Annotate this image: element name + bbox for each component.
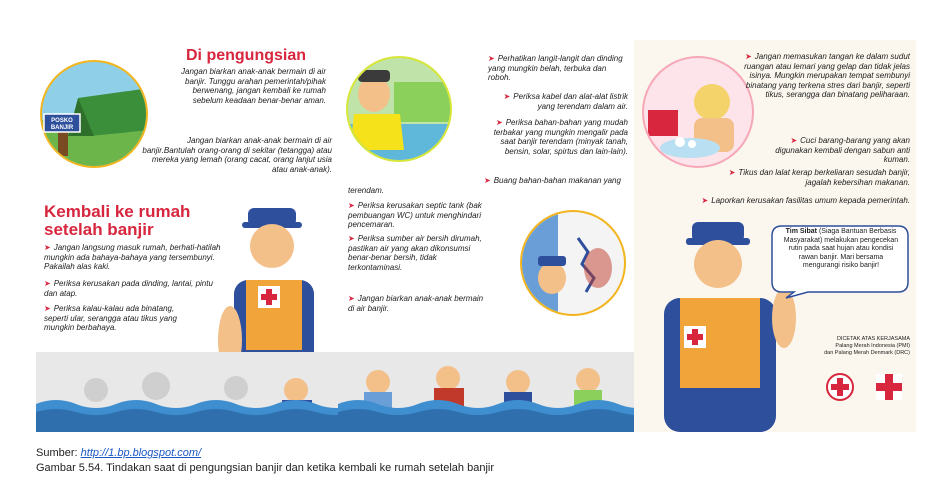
ceiling-check-illustration (344, 54, 454, 164)
washing-items-illustration (640, 54, 756, 170)
panel-home-checks (338, 40, 634, 432)
crowd-water-illustration-left (36, 352, 338, 432)
return-tip-3: ➤ Periksa kalau-kalau ada binatang, seperti ular, serangga atau tikus yang mungkin berbahaya. (44, 304, 194, 333)
check-tip-7: ➤ Jangan biarkan anak-anak bermain di air banjir. (348, 294, 488, 313)
evacuation-text-1: Jangan biarkan anak-anak bermain di air banjir. Tunggu arahan pemerintah/pihak berwenang, jangan kembali ke rumah sebelum keadaan benar-benar aman. (181, 67, 326, 105)
posko-sign-text: POSKO (51, 118, 73, 124)
figure-caption: Gambar 5.54. Tindakan saat di pengungsian banjir dan ketika kembali ke rumah setelah banjir (36, 462, 494, 474)
red-cross-logos (824, 372, 910, 402)
credit-line-1: Palang Merah Indonesia (PMI) (835, 343, 910, 349)
check-tip-2: ➤ Periksa kabel dan alat-alat listrik yang terendam dalam air. (498, 92, 628, 111)
source-link[interactable]: http://1.bp.blogspot.com/ (80, 447, 202, 459)
speech-bubble-text (780, 228, 902, 271)
check-tip-6: ➤ Periksa sumber air bersih dirumah, pastikan air yang akan dikonsumsi benar-benar bersih, tidak terkontaminasi. (348, 234, 488, 272)
hygiene-tip-1: ➤ Jangan memasukan tangan ke dalam sudut ruangan atau lemari yang gelap dan tidak jelas isinya. Mungkin merupakan tempat sembunyi binatang yang terkena stres dari banjir, seperti tikus, serangga dan binatang peliharaan. (744, 52, 910, 100)
evacuation-camp-illustration (38, 58, 150, 170)
credit-block (814, 336, 910, 357)
svg-text:BANJIR: BANJIR (50, 125, 74, 131)
hygiene-tip-2: ➤ Cuci barang-barang yang akan digunakan kembali dengan sabun anti kuman. (754, 136, 910, 165)
check-tip-4b: terendam. (348, 186, 385, 195)
return-tip-2: ➤ Periksa kerusakan pada dinding, lantai, pintu dan atap. (44, 279, 214, 298)
heading-di-pengungsian: Di pengungsian (186, 47, 306, 64)
check-tip-3: ➤ Periksa bahan-bahan yang mudah terbakar yang mungkin mengalir pada saat banjir terendam (minyak tanah, bensin, solar, spirtus dan lain-lain). (486, 118, 628, 156)
bubble-body-text: (Siaga Bantuan Berbasis Masyarakat) melakukan pengecekan rutin pada saat hujan atau kondisi rawan banjir. Mari bersama mengurangi risiko banjir! (783, 228, 899, 269)
credit-title: DICETAK ATAS KERJASAMA (836, 336, 910, 342)
damaged-wall-illustration (518, 208, 628, 318)
figure-source (36, 447, 201, 459)
return-tip-1: ➤ Jangan langsung masuk rumah, berhati-hatilah mungkin ada bahaya-bahaya yang tersembunyi. Pakailah alas kaki. (44, 243, 224, 272)
flood-poster (36, 40, 916, 432)
check-tip-4a: ➤ Buang bahan-bahan makanan yang (484, 176, 634, 186)
credit-line-2: dan Palang Merah Denmark (DRC) (824, 350, 910, 356)
panel-evacuation (36, 40, 338, 432)
check-tip-1: ➤ Perhatikan langit-langit dan dinding yang mungkin belah, terbuka dan roboh. (488, 54, 628, 83)
source-label: Sumber: (36, 447, 81, 459)
panel-hygiene (634, 40, 916, 432)
heading-kembali-ke-rumah: Kembali ke rumah (44, 202, 191, 221)
crowd-water-illustration-center (338, 352, 634, 432)
heading-setelah-banjir: setelah banjir (44, 220, 154, 239)
hygiene-tip-4: ➤ Laporkan kerusakan fasilitas umum kepada pemerintah. (674, 196, 910, 206)
check-tip-5: ➤ Periksa kerusakan septic tank (bak pembuangan WC) untuk menghindari pencemaran. (348, 201, 498, 230)
bubble-bold-text: Tim Sibat (785, 228, 817, 235)
evacuation-text-2: Jangan biarkan anak-anak bermain di air banjir.Bantulah orang-orang di sekitar (tetangga) atau mereka yang lemah (orang cacat, orang lanjut usia atau anak-anak). (142, 136, 332, 174)
hygiene-tip-3: ➤ Tikus dan lalat kerap berkeliaran sesudah banjir, jagalah kebersihan makanan. (704, 168, 910, 187)
